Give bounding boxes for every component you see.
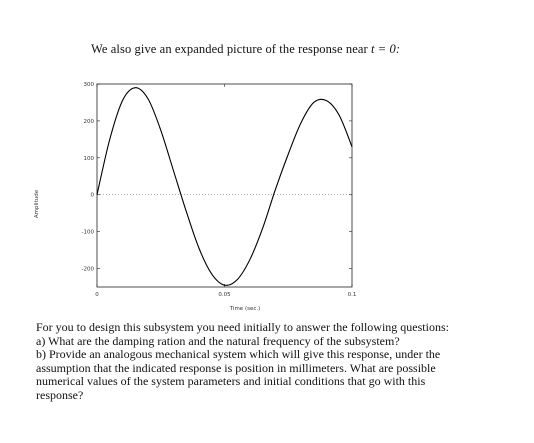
question-line-4: assumption that the indicated response is position in millimeters. What are possible <box>36 360 436 375</box>
y-tick-label: -100 <box>81 229 94 236</box>
y-tick-label: 0 <box>90 192 94 199</box>
questions-block <box>36 321 506 403</box>
question-line-1: For you to design this subsystem you need initially to answer the following questions: <box>36 320 449 334</box>
question-line-5: numerical values of the system parameters and initial conditions that go with this <box>36 374 426 389</box>
y-tick-label: 100 <box>83 155 94 162</box>
plot-frame <box>97 84 352 287</box>
intro-text: We also give an expanded picture of the response near <box>91 42 371 56</box>
y-tick-label: 200 <box>83 118 94 125</box>
question-line-3: b) Provide an analogous mechanical system which will give this response, under the <box>36 347 441 362</box>
y-tick-label: -200 <box>81 266 94 273</box>
question-line-6: response? <box>36 387 84 402</box>
response-series-line <box>97 88 352 286</box>
question-line-2: a) What are the damping ration and the natural frequency of the subsystem? <box>36 333 400 348</box>
x-tick-label: 0.1 <box>347 292 357 298</box>
x-tick-label: 0.05 <box>218 292 231 298</box>
y-axis-label: Amplitude <box>34 189 40 219</box>
x-axis-label: Time (sec.) <box>229 306 261 312</box>
y-tick-label: 300 <box>83 82 94 88</box>
x-tick-label: 0 <box>95 292 99 298</box>
intro-math: t = 0: <box>370 42 401 56</box>
